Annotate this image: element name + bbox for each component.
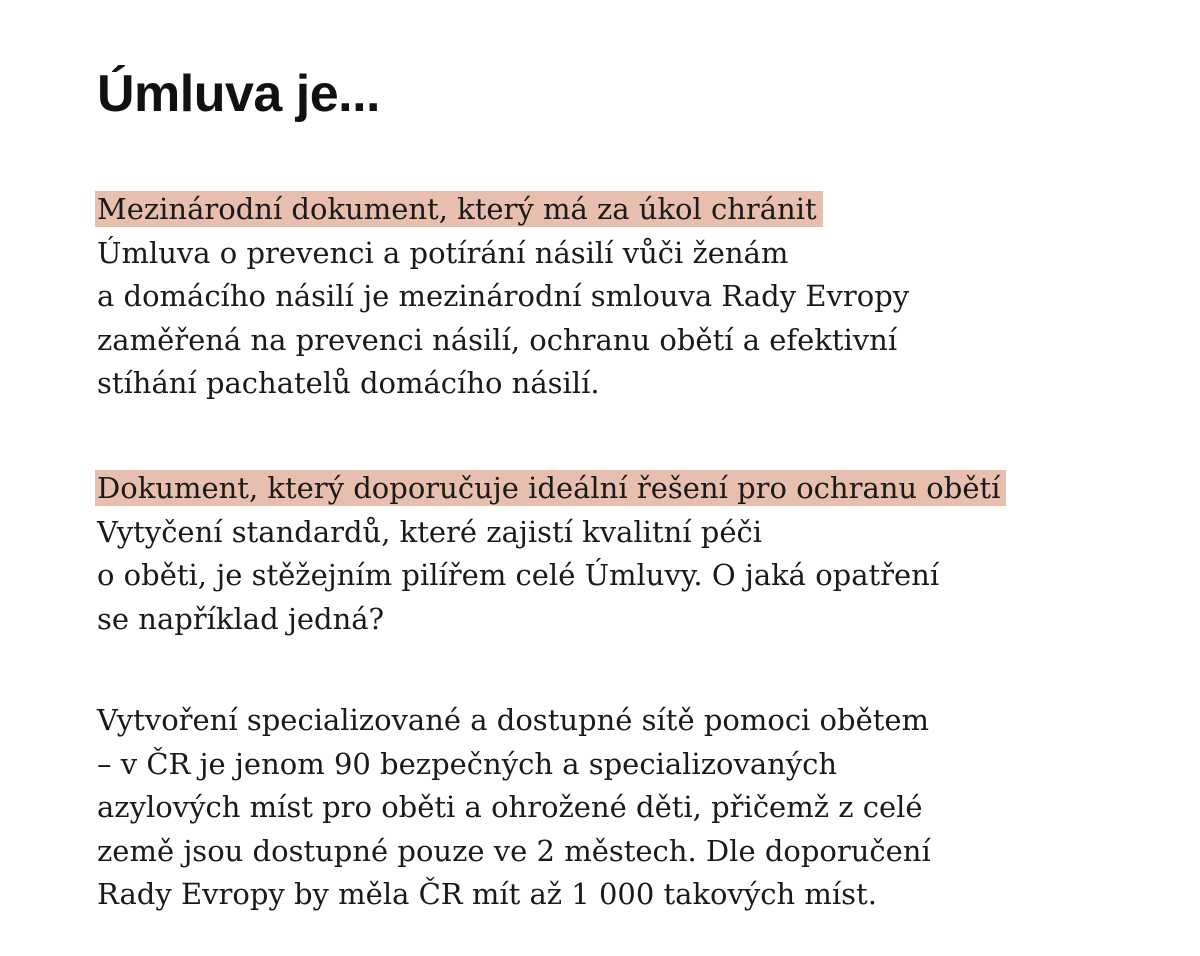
section-heading: Mezinárodní dokument, který má za úkol chránit [95, 191, 823, 227]
page-title: Úmluva je... [97, 65, 380, 123]
paragraph-line: země jsou dostupné pouze ve 2 městech. Dle doporučení [97, 833, 931, 868]
paragraph-line: Vytvoření specializované a dostupné sítě pomoci obětem [97, 703, 930, 737]
paragraph-line: zaměřená na prevenci násilí, ochranu obětí a efektivní [97, 322, 898, 357]
section-heading-row [97, 188, 909, 232]
section-recommended-solutions [97, 467, 1006, 641]
section-heading-row [97, 467, 1006, 511]
section-international-document [97, 188, 909, 406]
paragraph-line: – v ČR je jenom 90 bezpečných a specializovaných [97, 746, 838, 781]
section-support-network [97, 699, 931, 917]
paragraph-line: azylových míst pro oběti a ohrožené děti, přičemž z celé [97, 790, 923, 824]
paragraph-line: o oběti, je stěžejním pilířem celé Úmluvy. O jaká opatření [97, 558, 940, 592]
paragraph-line: stíhání pachatelů domácího násilí. [97, 366, 600, 400]
paragraph-line: a domácího násilí je mezinárodní smlouva Rady Evropy [97, 279, 910, 313]
paragraph-line: Úmluva o prevenci a potírání násilí vůči ženám [97, 235, 789, 270]
paragraph-line: se například jedná? [97, 601, 385, 636]
section-heading: Dokument, který doporučuje ideální řešení pro ochranu obětí [95, 470, 1006, 506]
paragraph-line: Rady Evropy by měla ČR mít až 1 000 takových míst. [97, 877, 877, 911]
document-page [97, 58, 1097, 911]
paragraph-line: Vytyčení standardů, které zajistí kvalitní péči [97, 514, 763, 549]
